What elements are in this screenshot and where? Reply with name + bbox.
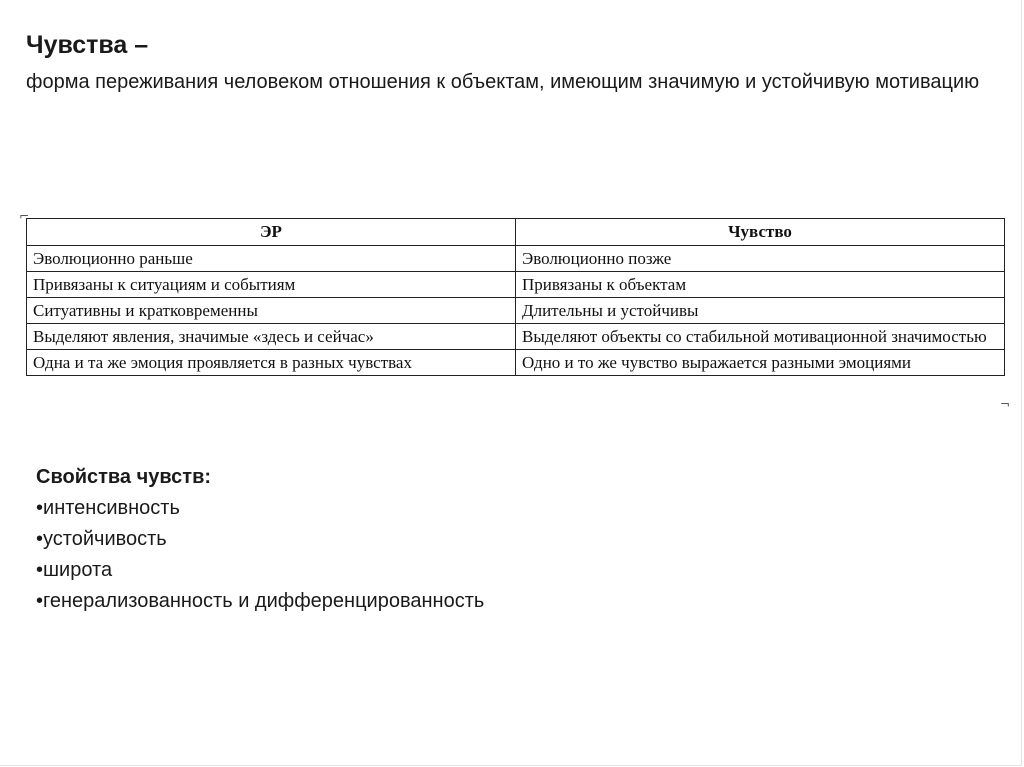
table-row bbox=[27, 324, 1005, 350]
list-item: • интенсивность bbox=[36, 493, 484, 524]
properties-block bbox=[36, 462, 484, 617]
table-cell: Выделяют объекты со стабильной мотивационной значимостью bbox=[516, 324, 1005, 350]
table-cell: Ситуативны и кратковременны bbox=[27, 298, 516, 324]
crop-mark-top-left: ⌐ bbox=[19, 209, 30, 223]
header-feeling: Чувство bbox=[516, 219, 1005, 246]
list-item: • генерализованность и дифференцированность bbox=[36, 586, 484, 617]
title-block bbox=[26, 28, 986, 96]
table-cell: Привязаны к объектам bbox=[516, 272, 1005, 298]
properties-title: Свойства чувств: bbox=[36, 466, 212, 488]
definition-text: форма переживания человеком отношения к объектам, имеющим значимую и устойчивую мотивацию bbox=[26, 71, 980, 93]
table-row bbox=[27, 298, 1005, 324]
table-header-row bbox=[27, 219, 1005, 246]
table-cell: Одна и та же эмоция проявляется в разных чувствах bbox=[27, 350, 516, 376]
table-cell: Выделяют явления, значимые «здесь и сейчас» bbox=[27, 324, 516, 350]
table-row bbox=[27, 246, 1005, 272]
table-cell: Эволюционно раньше bbox=[27, 246, 516, 272]
table-cell: Одно и то же чувство выражается разными эмоциями bbox=[516, 350, 1005, 376]
slide-title: Чувства – bbox=[26, 31, 149, 59]
table-cell: Привязаны к ситуациям и событиям bbox=[27, 272, 516, 298]
table-cell: Эволюционно позже bbox=[516, 246, 1005, 272]
list-item: • устойчивость bbox=[36, 524, 484, 555]
crop-mark-bottom-right: ¬ bbox=[1000, 397, 1011, 411]
table-row bbox=[27, 350, 1005, 376]
list-item: • широта bbox=[36, 555, 484, 586]
properties-list bbox=[36, 493, 484, 617]
table-cell: Длительны и устойчивы bbox=[516, 298, 1005, 324]
comparison-table bbox=[26, 218, 1005, 376]
header-er: ЭР bbox=[27, 219, 516, 246]
table-row bbox=[27, 272, 1005, 298]
